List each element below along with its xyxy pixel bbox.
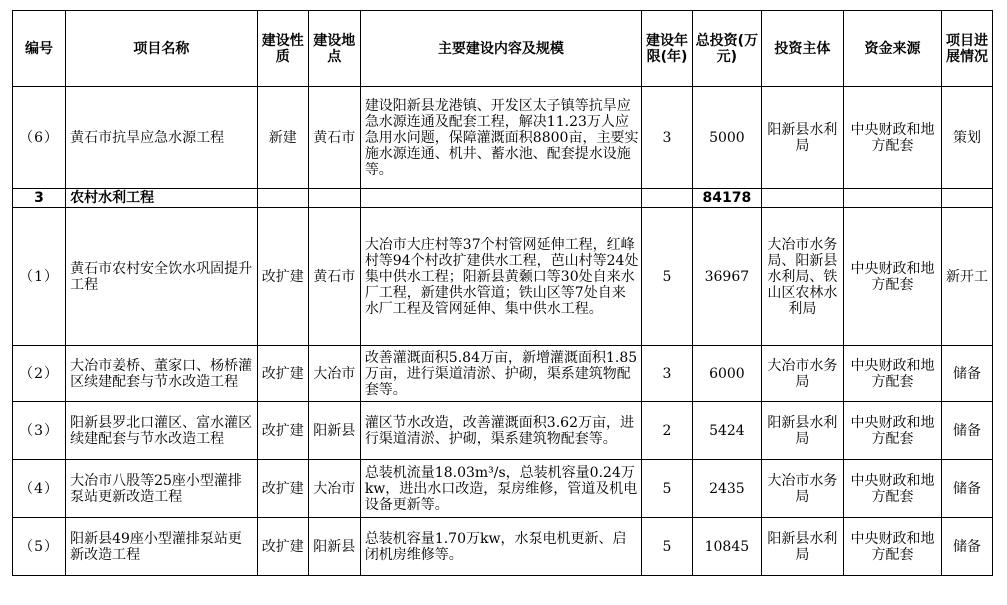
cell-investment: 5000: [693, 87, 762, 189]
cell-investment: 84178: [693, 189, 762, 208]
cell-investor: 阳新县水利局: [761, 402, 843, 460]
cell-nature: 改扩建: [257, 460, 308, 518]
cell-years: [642, 189, 693, 208]
table-row: [13, 518, 993, 576]
cell-project-name: 阳新县罗北口灌区、富水灌区续建配套与节水改造工程: [66, 402, 258, 460]
header-no: 编号: [13, 11, 66, 87]
cell-investor: 大冶市水务局: [761, 346, 843, 402]
cell-progress: 储备: [941, 460, 992, 518]
header-investment: 总投资(万元): [693, 11, 762, 87]
cell-years: 5: [642, 460, 693, 518]
cell-nature: 改扩建: [257, 208, 308, 346]
cell-funding: [844, 189, 942, 208]
cell-investor: [761, 189, 843, 208]
cell-funding: 中央财政和地方配套: [844, 460, 942, 518]
cell-investor: 阳新县水利局: [761, 518, 843, 576]
cell-scope: [360, 189, 641, 208]
cell-project-name: 黄石市抗旱应急水源工程: [66, 87, 258, 189]
cell-years: 3: [642, 87, 693, 189]
cell-funding: 中央财政和地方配套: [844, 208, 942, 346]
header-nature: 建设性质: [257, 11, 308, 87]
cell-section-name: 农村水利工程: [66, 189, 258, 208]
cell-nature: 改扩建: [257, 402, 308, 460]
table-row: [13, 208, 993, 346]
cell-years: 5: [642, 518, 693, 576]
cell-progress: 新开工: [941, 208, 992, 346]
cell-no: （3）: [13, 402, 66, 460]
cell-location: [308, 189, 360, 208]
header-years: 建设年限(年): [642, 11, 693, 87]
cell-investment: 5424: [693, 402, 762, 460]
cell-years: 5: [642, 208, 693, 346]
cell-location: 阳新县: [308, 402, 360, 460]
cell-funding: 中央财政和地方配套: [844, 87, 942, 189]
cell-progress: 储备: [941, 346, 992, 402]
cell-no: （4）: [13, 460, 66, 518]
cell-investor: 大冶市水务局、阳新县水利局、铁山区农林水利局: [761, 208, 843, 346]
cell-no: 3: [13, 189, 66, 208]
cell-funding: 中央财政和地方配套: [844, 518, 942, 576]
cell-no: （6）: [13, 87, 66, 189]
header-funding: 资金来源: [844, 11, 942, 87]
cell-scope: 改善灌溉面积5.84万亩，新增灌溉面积1.85万亩，进行渠道清淤、护砌，渠系建筑物配套等。: [360, 346, 641, 402]
cell-project-name: 黄石市农村安全饮水巩固提升工程: [66, 208, 258, 346]
header-investor: 投资主体: [761, 11, 843, 87]
cell-location: 黄石市: [308, 208, 360, 346]
cell-years: 3: [642, 346, 693, 402]
header-progress: 项目进展情况: [941, 11, 992, 87]
cell-nature: 改扩建: [257, 518, 308, 576]
table-row: [13, 402, 993, 460]
cell-investment: 10845: [693, 518, 762, 576]
cell-location: 大冶市: [308, 346, 360, 402]
cell-location: 黄石市: [308, 87, 360, 189]
cell-project-name: 阳新县49座小型灌排泵站更新改造工程: [66, 518, 258, 576]
cell-investor: 大冶市水务局: [761, 460, 843, 518]
header-location: 建设地点: [308, 11, 360, 87]
header-scope: 主要建设内容及规模: [360, 11, 641, 87]
table-row: [13, 87, 993, 189]
cell-progress: 储备: [941, 402, 992, 460]
cell-project-name: 大冶市八股等25座小型灌排泵站更新改造工程: [66, 460, 258, 518]
cell-progress: 策划: [941, 87, 992, 189]
cell-scope: 总装机容量1.70万kw，水泵电机更新、启闭机房维修等。: [360, 518, 641, 576]
table-row: [13, 460, 993, 518]
cell-investor: 阳新县水利局: [761, 87, 843, 189]
cell-location: 大冶市: [308, 460, 360, 518]
cell-scope: 总装机流量18.03m³/s，总装机容量0.24万kw，进出水口改造，泵房维修，管道及机电设备更新等。: [360, 460, 641, 518]
cell-scope: 大冶市大庄村等37个村管网延伸工程，红峰村等94个村改扩建供水工程，芭山村等24处集中供水工程；阳新县黄颡口等30处自来水厂工程，新建供水管道；铁山区等7处自来水厂工程及管网延伸、集中供水工程。: [360, 208, 641, 346]
cell-no: （2）: [13, 346, 66, 402]
cell-nature: [257, 189, 308, 208]
table-row: [13, 346, 993, 402]
project-table: [12, 10, 993, 576]
cell-years: 2: [642, 402, 693, 460]
table-header-row: [13, 11, 993, 87]
cell-project-name: 大冶市姜桥、董家口、杨桥灌区续建配套与节水改造工程: [66, 346, 258, 402]
cell-progress: [941, 189, 992, 208]
cell-funding: 中央财政和地方配套: [844, 346, 942, 402]
cell-no: （1）: [13, 208, 66, 346]
section-row: [13, 189, 993, 208]
cell-scope: 灌区节水改造，改善灌溉面积3.62万亩，进行渠道清淤、护砌，渠系建筑物配套等。: [360, 402, 641, 460]
cell-progress: 储备: [941, 518, 992, 576]
cell-no: （5）: [13, 518, 66, 576]
cell-investment: 2435: [693, 460, 762, 518]
cell-nature: 新建: [257, 87, 308, 189]
cell-nature: 改扩建: [257, 346, 308, 402]
cell-scope: 建设阳新县龙港镇、开发区太子镇等抗旱应急水源连通及配套工程，解决11.23万人应急用水问题，保障灌溉面积8800亩，主要实施水源连通、机井、蓄水池、配套提水设施等。: [360, 87, 641, 189]
cell-investment: 6000: [693, 346, 762, 402]
cell-location: 阳新县: [308, 518, 360, 576]
cell-funding: 中央财政和地方配套: [844, 402, 942, 460]
header-project-name: 项目名称: [66, 11, 258, 87]
cell-investment: 36967: [693, 208, 762, 346]
